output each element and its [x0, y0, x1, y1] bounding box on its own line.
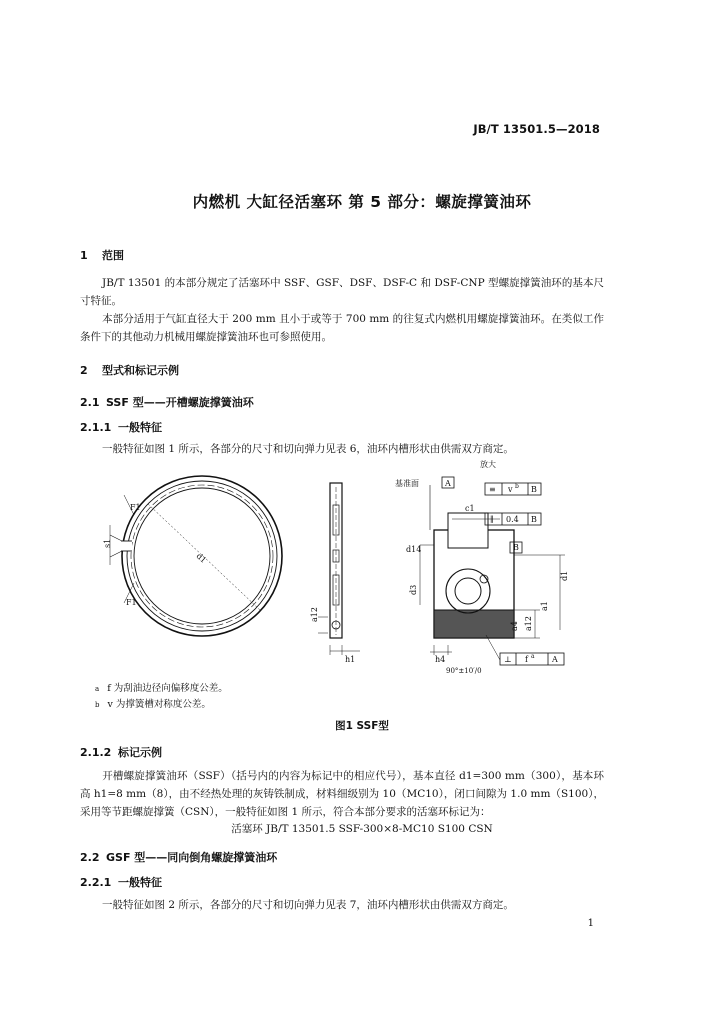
force-label-top: F1 — [130, 503, 141, 512]
force-label-bottom: F1 — [126, 598, 137, 607]
section-title: 一般特征 — [118, 876, 162, 889]
datum-b-box: B — [513, 543, 519, 552]
section-2-heading — [80, 362, 179, 378]
a4-label: a4 — [510, 621, 519, 631]
section-title: GSF 型——同向倒角螺旋撑簧油环 — [106, 851, 278, 864]
section-title: SSF 型——开槽螺旋撑簧油环 — [106, 396, 254, 409]
figure-note-a: $^a$ f 为刮油边径向偏移度公差。 — [95, 683, 228, 694]
d1-label: d1 — [560, 570, 569, 581]
paragraph-general-features: 一般特征如图 1 所示，各部分的尺寸和切向弹力见表 6，油环内槽形状由供需双方商定。 — [102, 443, 514, 455]
frame-v-note: b — [515, 483, 519, 490]
h4-label: h4 — [435, 655, 446, 664]
standard-number: JB/T 13501.5—2018 — [473, 122, 600, 136]
angle-label: 90°±10′/0 — [446, 667, 482, 675]
paragraph-scope-2: 本部分适用于气缸直径大于 200 mm 且小于或等于 700 mm 的往复式内燃机用螺旋撑簧油环。在类似工作条件下的其他动力机械用螺旋撑簧油环也可参照使用。 — [80, 313, 604, 343]
d14-label: d14 — [406, 545, 422, 554]
section-number: 1 — [80, 249, 88, 262]
section-number: 2.2.1 — [80, 876, 112, 889]
paragraph-gsf-features: 一般特征如图 2 所示，各部分的尺寸和切向弹力见表 7，油环内槽形状由供需双方商定。 — [102, 899, 514, 911]
frame-datum-a: A — [552, 655, 558, 664]
section-2-2-heading — [80, 849, 277, 865]
figure-1-notes — [95, 681, 228, 713]
enlarged-section — [420, 477, 565, 665]
frame-datum-b-2: B — [531, 515, 537, 524]
a1-label: a1 — [540, 601, 549, 611]
c1-label: c1 — [465, 504, 475, 513]
section-title: 标记示例 — [118, 746, 162, 759]
section-title: 一般特征 — [118, 421, 162, 434]
section-2-1-2-heading — [80, 744, 162, 760]
paragraph-scope-1: JB/T 13501 的本部分规定了活塞环中 SSF、GSF、DSF、DSF-C 和 DSF-CNP 型螺旋撑簧油环的基本尺寸特征。 — [80, 277, 604, 307]
figure-1-caption: 图1 SSF型 — [335, 720, 389, 732]
frame-04-label: 0.4 — [506, 515, 519, 524]
frame-v-label: v — [508, 485, 513, 494]
section-1-heading — [80, 247, 124, 263]
section-2-1-heading — [80, 394, 254, 410]
marking-designation: 活塞环 JB/T 13501.5 SSF-300×8-MC10 S100 CSN — [231, 823, 493, 835]
section-number: 2.1.2 — [80, 746, 112, 759]
frame-f-note: a — [531, 653, 535, 660]
section-number: 2.1 — [80, 396, 100, 409]
section-title: 型式和标记示例 — [102, 364, 179, 377]
parallel-symbol: ∥ — [490, 515, 494, 524]
section-number: 2.2 — [80, 851, 100, 864]
frame-datum-b-1: B — [531, 485, 537, 494]
diameter-label: d1 — [194, 551, 209, 565]
frame-f-label: f — [525, 655, 528, 664]
figure-1-drawing — [90, 455, 610, 685]
symmetry-symbol: ≡ — [489, 485, 496, 494]
side-h1-label: h1 — [345, 655, 356, 664]
paragraph-marking-example: 开槽螺旋撑簧油环（SSF）（括号内的内容为标记中的相应代号），基本直径 d1=300 mm（300），基本环高 h1=8 mm（8），由不经热处理的灰铸铁制成，材料细级别为 10（MC10），闭口间隙为 1.0 mm（S100），采用等节距螺旋撑簧（CSN），一般特征如图 1 所示，符合本部分要求的活塞环标记为： — [80, 770, 604, 818]
datum-a-box: A — [445, 479, 451, 488]
datum-face-label: 基准面 — [395, 479, 419, 488]
a12-label: a12 — [524, 616, 533, 631]
ring-side-view — [318, 483, 360, 655]
gap-label: s1 — [103, 538, 112, 548]
d3-label: d3 — [409, 584, 418, 595]
enlarged-label: 放大 — [480, 460, 496, 469]
section-title: 范围 — [102, 249, 124, 262]
section-number: 2.1.1 — [80, 421, 112, 434]
section-2-2-1-heading — [80, 874, 162, 890]
page-number: 1 — [587, 918, 594, 929]
section-number: 2 — [80, 364, 88, 377]
side-a12-label: a12 — [310, 607, 319, 622]
figure-note-b: $^b$ v 为撑簧槽对称度公差。 — [95, 699, 211, 710]
section-2-1-1-heading — [80, 419, 162, 435]
perpendicularity-symbol: ⊥ — [504, 655, 512, 664]
document-title: 内燃机 大缸径活塞环 第 5 部分：螺旋撑簧油环 — [192, 193, 532, 211]
